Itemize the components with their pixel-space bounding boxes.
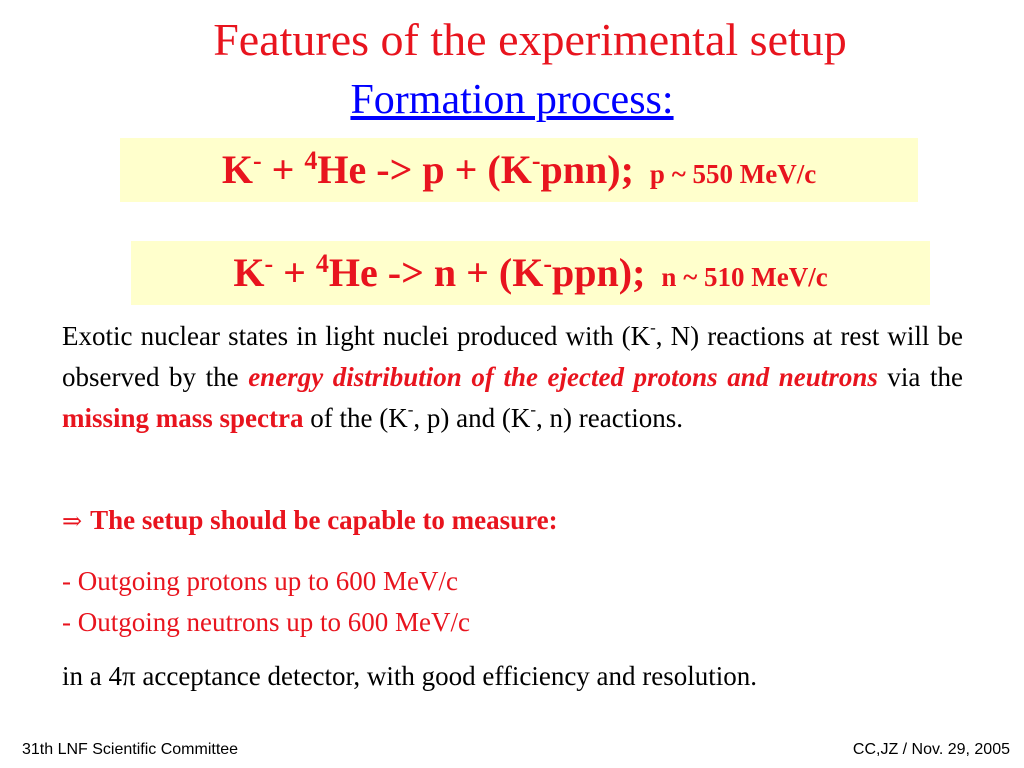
final-statement: in a 4π acceptance detector, with good efficiency and resolution. <box>62 661 758 691</box>
reaction-cluster-charge: - <box>543 249 553 278</box>
para-text-2: , N) reactions at rest will be observed by the <box>62 321 963 392</box>
para-sup-2: - <box>407 400 414 419</box>
para-text-6: , n) reactions. <box>536 403 683 433</box>
reaction-momentum: n ~ 510 MeV/c <box>661 262 828 292</box>
reaction-body: He -> n + (K <box>328 250 544 295</box>
reaction-body: He -> p + (K <box>317 147 532 192</box>
reaction-kaon: K <box>221 147 253 192</box>
para-sup-3: - <box>530 400 537 419</box>
reaction-tail: ppn); <box>552 250 646 295</box>
para-text-3: via the <box>877 362 963 392</box>
reaction-box-proton <box>120 138 918 202</box>
conclusion-line <box>62 500 558 541</box>
para-text-4: of the (K <box>303 403 408 433</box>
para-text-5: , p) and (K <box>413 403 531 433</box>
footer-right: CC,JZ / Nov. 29, 2005 <box>852 741 1010 758</box>
para-bold: missing mass spectra <box>62 403 304 433</box>
conclusion-text: The setup should be capable to measure: <box>90 505 558 535</box>
requirements-list <box>62 561 470 643</box>
reaction-kaon: K <box>233 250 265 295</box>
reaction-momentum: p ~ 550 MeV/c <box>649 159 817 189</box>
para-text-1: Exotic nuclear states in light nuclei produced with (K <box>62 321 651 351</box>
slide-subtitle: Formation process: <box>350 77 674 123</box>
slide-title: Features of the experimental setup <box>213 14 847 65</box>
description-paragraph <box>62 316 963 439</box>
footer-left: 31th LNF Scientific Committee <box>22 741 239 758</box>
reaction-tail: pnn); <box>540 147 634 192</box>
reaction-kaon-charge: - <box>252 146 262 175</box>
reaction-box-neutron <box>131 241 930 305</box>
implies-arrow-icon: ⇒ <box>62 507 83 535</box>
para-emphasis: energy distribution of the ejected protons and neutrons <box>248 362 878 392</box>
reaction-kaon-charge: - <box>264 249 274 278</box>
reaction-mass-number: 4 <box>315 249 329 278</box>
reaction-cluster-charge: - <box>531 146 541 175</box>
reaction-plus: + <box>261 147 305 192</box>
list-item: - Outgoing neutrons up to 600 MeV/c <box>62 607 470 637</box>
reaction-mass-number: 4 <box>304 146 318 175</box>
para-sup-1: - <box>650 318 656 337</box>
reaction-plus: + <box>273 250 316 295</box>
list-item: - Outgoing protons up to 600 MeV/c <box>62 566 458 596</box>
